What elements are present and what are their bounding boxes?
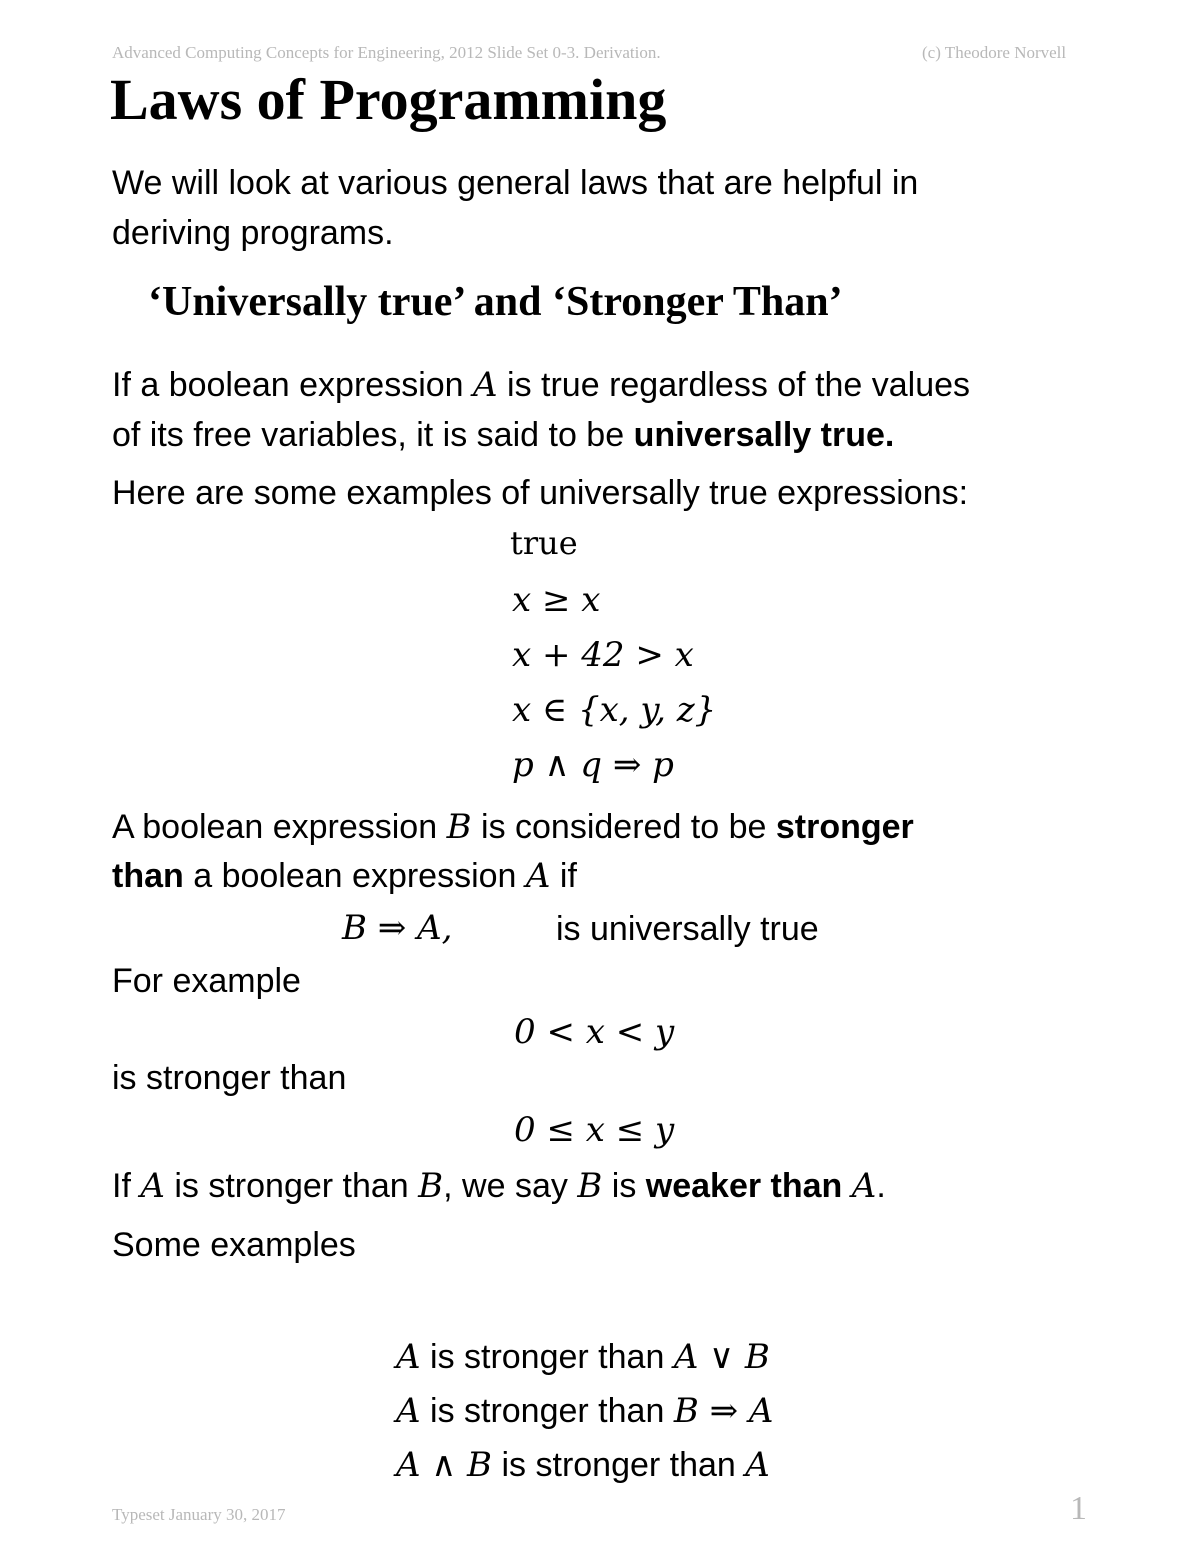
term-than: than — [112, 857, 184, 895]
intro-line-2: deriving programs. — [112, 214, 394, 252]
is-stronger-than-text: is stronger than — [112, 1059, 347, 1097]
for-example: For example — [112, 962, 301, 1000]
text: is stronger than — [164, 1167, 419, 1205]
text: A boolean expression — [112, 808, 447, 846]
symbol-b: B — [418, 1166, 444, 1206]
section-heading: ‘Universally true’ and ‘Stronger Than’ — [148, 279, 843, 325]
stronger-example-2 — [396, 1386, 773, 1436]
some-examples: Some examples — [112, 1226, 356, 1264]
term-stronger: stronger — [775, 808, 914, 846]
term-weaker-than: weaker than — [645, 1167, 843, 1205]
header-left: Advanced Computing Concepts for Engineering, 2012 Slide Set 0-3. Derivation. — [112, 43, 661, 62]
text: a boolean expression — [183, 857, 526, 895]
symbol-a: A — [140, 1166, 165, 1206]
text: is considered to be — [471, 808, 776, 846]
formula: A ∧ B — [396, 1445, 493, 1485]
symbol-a: A — [851, 1166, 877, 1206]
symbol-b: B — [577, 1166, 603, 1206]
term-universally-true: universally true. — [633, 416, 895, 454]
definition-stronger-line-1 — [112, 802, 914, 852]
text: , we say — [443, 1167, 578, 1205]
text: is stronger than — [420, 1338, 674, 1376]
stronger-example-3 — [396, 1440, 770, 1490]
example-p-and-q: p ∧ q ⇒ p — [512, 745, 674, 785]
example-nonstrict-inequality: 0 ≤ x ≤ y — [514, 1110, 675, 1150]
example-true: true — [510, 524, 578, 562]
definition-universal-line-2 — [112, 410, 894, 460]
formula: B ⇒ A — [673, 1391, 774, 1431]
symbol-b: B — [446, 807, 472, 847]
text: is — [602, 1167, 646, 1205]
symbol-a: A — [396, 1337, 421, 1377]
implication-formula: B ⇒ A, — [342, 908, 453, 948]
text: If — [112, 1167, 141, 1205]
formula: A ∨ B — [673, 1337, 770, 1377]
symbol-a: A — [396, 1391, 421, 1431]
definition-stronger-line-2 — [112, 851, 577, 901]
symbol-a: A — [525, 856, 551, 896]
implication-text: is universally true — [556, 910, 819, 948]
stronger-example-1 — [396, 1332, 770, 1382]
symbol-a: A — [745, 1445, 770, 1485]
definition-universal-line-1 — [112, 360, 970, 410]
intro-line-1: We will look at various general laws that are helpful in — [112, 164, 919, 202]
example-x-geq-x: x ≥ x — [512, 580, 601, 620]
footer-typeset-date: Typeset January 30, 2017 — [112, 1505, 286, 1524]
page-number: 1 — [1070, 1490, 1087, 1527]
text: of its free variables, it is said to be — [112, 416, 634, 454]
example-strict-inequality: 0 < x < y — [514, 1012, 675, 1052]
text: if — [550, 857, 577, 895]
example-x-in-set: x ∈ {x, y, z} — [512, 690, 717, 730]
weaker-than-line — [112, 1161, 886, 1211]
page-title: Laws of Programming — [110, 67, 667, 132]
symbol-a: A — [473, 365, 498, 405]
example-x-plus-42: x + 42 > x — [512, 635, 694, 675]
header-right: (c) Theodore Norvell — [922, 43, 1067, 62]
text: If a boolean expression — [112, 366, 474, 404]
text: is stronger than — [420, 1392, 674, 1430]
text: . — [876, 1167, 886, 1205]
text: is true regardless of the values — [497, 366, 971, 404]
text: is stronger than — [492, 1446, 746, 1484]
examples-intro: Here are some examples of universally true expressions: — [112, 474, 969, 512]
